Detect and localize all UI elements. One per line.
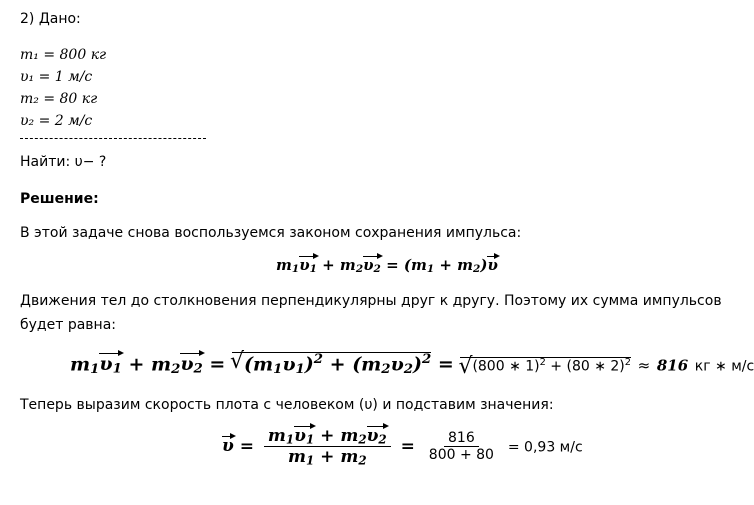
given-heading: 2) Дано:	[20, 11, 81, 27]
unit-kgms: кг ∗ м/с	[694, 358, 754, 375]
solution-heading: Решение:	[20, 191, 99, 207]
find-line: Найти: υ− ?	[20, 154, 107, 170]
fraction-denominator: 800 + 80	[428, 447, 494, 464]
separator-line	[20, 138, 206, 139]
given-v2: υ₂ = 2 м/с	[20, 113, 93, 129]
given-v1: υ₁ = 1 м/с	[20, 69, 93, 85]
text2-line2: будет равна:	[20, 317, 116, 333]
text3: Теперь выразим скорость плота с человеком (υ) и подставим значения:	[20, 397, 554, 413]
intro-text: В этой задаче снова воспользуемся законом сохранения импульса:	[20, 225, 522, 241]
sum-momentum-equation: m1υ1 + m2υ2 = √ $(m1\upsilon 1)^2 + (m2\upsilon 2)^2$ = √ (800 ∗ 1)$^2$ + (80 ∗ 2)$^2$ ≈ 816 кг ∗ м/с	[70, 352, 754, 378]
text2-line1: Движения тел до столкновения перпендикулярны друг к другу. Поэтому их сумма импульсов	[20, 293, 722, 309]
velocity-expression: υ = $\frac{m1\upsilon 1 + m2\upsilon 2}{m1 + m2}$ = $\frac{816}{800 + 80}$ = 0,93 м/с	[222, 426, 583, 468]
fraction-numerator: 816	[444, 430, 479, 447]
result-value: = 0,93 м/с	[507, 439, 583, 456]
approx-value: 816	[656, 356, 689, 375]
momentum-conservation-equation: m1υ1 + m2υ2 = (m1 + m2)υ	[276, 256, 498, 276]
given-m2: m₂ = 80 кг	[20, 91, 98, 107]
given-m1: m₁ = 800 кг	[20, 47, 107, 63]
